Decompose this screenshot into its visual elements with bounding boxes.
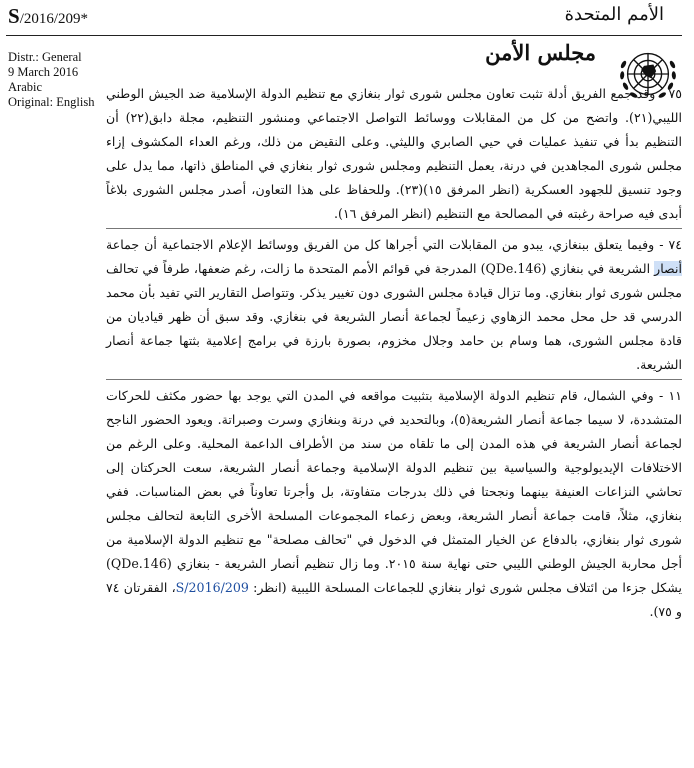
paragraph-text: وفي الشمال، قام تنظيم الدولة الإسلامية بتثبيت مواقعه في المدن التي يوجد بها حضور مكثف للحركات المتشددة، لا سيما جماعة أنصار الشريعة(٥)، وبالتحديد في درنة وبنغازي وسرت وصبراتة. ويعود الحضور الناجح لجماعة أنصار الشريعة في هذه المدن إلى ما تلقاه من سند من الأطراف الداعمة المحلية. وعلى الرغم من الاختلافات الإيديولوجية والسياسية بين تنظيم الدولة الإسلامية وجماعة أنصار الشريعة، سعت الحركتان إلى تحاشي النزاعات العنيفة بينهما ونجحتا في ذلك بدرجات متفاوتة، بل وأجرتا تعاوناً في بعض المناسبات. ففي بنغازي، مثلاً، قامت جماعة أنصار الشريعة، وبعض زعماء المجموعات المسلحة الأخرى التابعة لتحالف مجلس شورى ثوار بنغازي، بالدفاع عن الخيار المتمثل في الدخول في "تحالف مصلحة" مع تنظيم الدولة الإسلامية من أجل محاربة الجيش الوطني الليبي حتى نهاية سنة ٢٠١٥. وما زال تنظيم أنصار الشريعة - بنغازي (QDe.146) يشكل جزءا من ائتلاف مجلس شورى ثوار بنغازي للجماعات المسلحة الليبية (انظر: bbox=[106, 388, 682, 595]
paragraph-text: وفيما يتعلق ببنغازي، يبدو من المقابلات التي أجراها كل من الفريق ووسائط الإعلام الاجتماعية أن جماعة bbox=[106, 237, 655, 252]
symbol-prefix: S bbox=[8, 4, 20, 28]
paragraph-text-continued: الشريعة في بنغازي (QDe.146) المدرجة في قوائم الأمم المتحدة ما زالت، رغم ضعفها، طرفاً في تحالف مجلس شورى ثوار بنغازي. وما تزال قيادة مجلس الشورى دون تغيير يذكر. وتتواصل التقارير التي تفيد بأن محمد الدرسي قد حل محل محمد الزهاوي زعيماً لجماعة أنصار الشريعة في بنغازي. وقد سبق أن ظهر قياديان من قادة مجلس الشورى، هما وسام بن حامد وجلال مخزوم، بصورة بارزة في برامج إعلامية بثتها جماعة أنصار الشريعة. bbox=[106, 261, 682, 372]
paragraph-number: ٧٥ - bbox=[659, 86, 682, 101]
document-body bbox=[106, 82, 682, 764]
original-language-line: Original: English bbox=[8, 95, 95, 109]
header-divider bbox=[6, 35, 682, 36]
paragraph-number: ١١ - bbox=[658, 388, 682, 403]
document-symbol bbox=[8, 4, 88, 29]
organ-name: مجلس الأمن bbox=[485, 40, 596, 65]
language-line: Arabic bbox=[8, 80, 43, 94]
distribution-line: Distr.: General bbox=[8, 50, 82, 64]
paragraph-74 bbox=[106, 233, 682, 380]
symbol-rest: /2016/209* bbox=[19, 11, 89, 27]
paragraph-text: وقد جمع الفريق أدلة تثبت تعاون مجلس شورى ثوار بنغازي مع تنظيم الدولة الإسلامية ضد الجيش الوطني الليبي(٢١). واتضح من كل من المقابلات ووسائط التواصل الاجتماعي ومنشور التنظيم، مجلة دابق(٢٢) أن التنظيم بدأ في تنفيذ عمليات في حيي الصابري والليثي. وعلى النقيض من ذلك، ورغم العداء المكشوف إزاء مجلس شورى المجاهدين في درنة، يعمل التنظيم ومجلس شورى ثوار بنغازي في المناطق ذاتها، مما يدل على وجود تنسيق للجهود العسكرية (انظر المرفق ١٥)(٢٣). وللحفاظ على هذا التعاون، أصدر مجلس الشورى بلاغاً أبدى فيه صراحة رغبته في المصالحة مع التنظيم (انظر المرفق ١٦). bbox=[106, 86, 682, 221]
document-link[interactable]: S/2016/209 bbox=[175, 580, 249, 595]
org-name: الأمم المتحدة bbox=[564, 4, 664, 25]
highlighted-word[interactable]: أنصار bbox=[654, 261, 682, 276]
date-line: 9 March 2016 bbox=[8, 65, 79, 79]
paragraph-75 bbox=[106, 82, 682, 229]
paragraph-number: ٧٤ - bbox=[659, 237, 682, 252]
document-meta bbox=[8, 50, 100, 110]
paragraph-11 bbox=[106, 384, 682, 626]
paragraph-text-continued: ، الفقرتان ٧٤ و ٧٥). bbox=[106, 580, 682, 619]
